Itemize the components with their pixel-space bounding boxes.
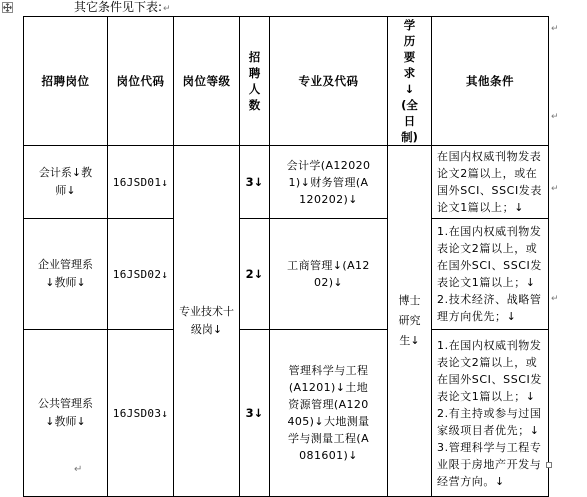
- end-paragraph-mark: ↵: [74, 464, 83, 475]
- major-cell: 管理科学与工程(A1201)↓土地资源管理(A120405)↓大地测量学与测量工程(A081601)↓: [270, 330, 388, 497]
- table-move-handle[interactable]: [2, 2, 13, 13]
- paragraph-mark: ↵: [163, 4, 171, 14]
- header-grade: 岗位等级: [174, 17, 240, 146]
- table-row: [24, 219, 549, 330]
- conditions-cell: 1.在国内权威刊物发表论文2篇以上，或在国外SCI、SSCI发表论文1篇以上；↓2.有主持或参与过国家级项目者优先；↓3.管理科学与工程专业限于房地产开发与经营方向。↓: [432, 330, 549, 497]
- header-count: 招聘人数: [240, 17, 270, 146]
- table-row: [24, 146, 549, 219]
- position-cell: 企业管理系↓教师↓: [24, 219, 108, 330]
- table-caption: [74, 0, 171, 17]
- grade-cell: 专业技术十级岗↓: [174, 146, 240, 497]
- caption-text: 其它条件见下表:: [74, 0, 163, 14]
- count-cell: 3↓: [240, 330, 270, 497]
- table-row: [24, 330, 549, 497]
- position-cell: 会计系↓教师↓: [24, 146, 108, 219]
- count-cell: 2↓: [240, 219, 270, 330]
- header-major: 专业及代码: [270, 17, 388, 146]
- row-end-mark: ↵: [551, 112, 559, 122]
- count-cell: 3↓: [240, 146, 270, 219]
- move-arrows-icon: [3, 3, 12, 12]
- header-education: 学历要求↓(全日制): [388, 17, 432, 146]
- row-end-mark: ↵: [551, 184, 559, 194]
- code-cell: 16JSD01↓: [108, 146, 174, 219]
- header-row: [24, 17, 549, 146]
- conditions-cell: 1.在国内权威刊物发表论文2篇以上，或在国外SCI、SSCI发表论文1篇以上；↓2.技术经济、战略管理方向优先；↓: [432, 219, 549, 330]
- code-cell: 16JSD02↓: [108, 219, 174, 330]
- education-cell: 博士研究生↓: [388, 146, 432, 497]
- header-code: 岗位代码: [108, 17, 174, 146]
- table-resize-handle[interactable]: [546, 462, 552, 468]
- conditions-cell: 在国内权威刊物发表论文2篇以上，或在国外SCI、SSCI发表论文1篇以上；↓: [432, 146, 549, 219]
- row-end-marks: [551, 0, 563, 483]
- header-conditions: 其他条件: [432, 17, 549, 146]
- recruitment-table: [23, 16, 549, 497]
- position-cell: 公共管理系↓教师↓: [24, 330, 108, 497]
- row-end-mark: ↵: [551, 24, 559, 34]
- major-cell: 工商管理↓(A1202)↓: [270, 219, 388, 330]
- code-cell: 16JSD03↓: [108, 330, 174, 497]
- header-position: 招聘岗位: [24, 17, 108, 146]
- major-cell: 会计学(A120201)↓财务管理(A120202)↓: [270, 146, 388, 219]
- row-end-mark: ↵: [551, 294, 559, 304]
